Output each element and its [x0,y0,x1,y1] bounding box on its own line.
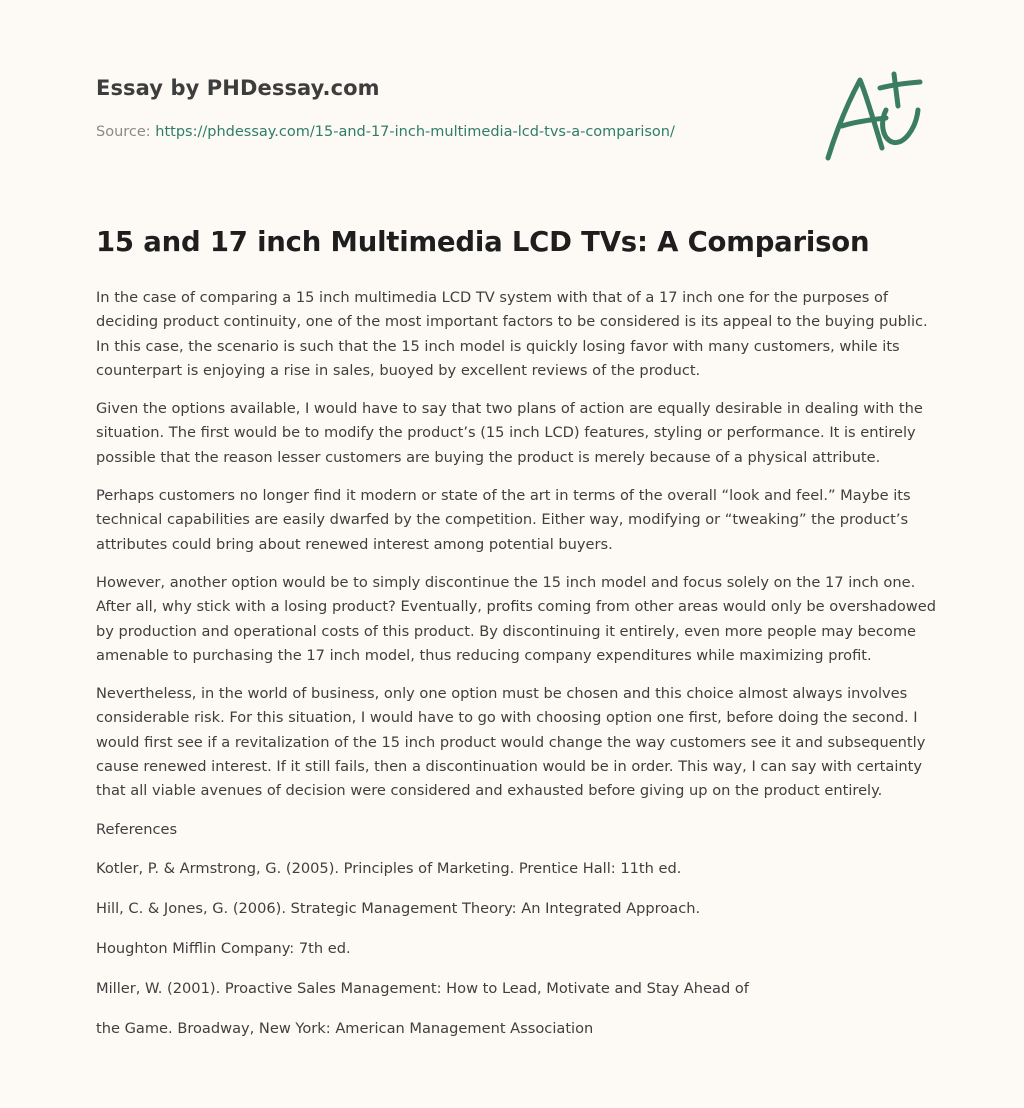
essay-body [96,286,936,1056]
essay-paragraph: Given the options available, I would have to say that two plans of action are equally desirable in dealing with the situation. The first would be to modify the product’s (15 inch LCD) features, styling or performance. It is entirely possible that the reason lesser customers are buying the product is merely because of a physical attribute. [96,400,923,466]
reference-item: Miller, W. (2001). Proactive Sales Management: How to Lead, Motivate and Stay Ahead of [96,979,749,997]
site-brand: Essay by PHDessay.com [96,76,380,100]
source-label: Source: [96,124,151,140]
essay-title: 15 and 17 inch Multimedia LCD TVs: A Comparison [96,226,870,258]
essay-paragraph: Nevertheless, in the world of business, only one option must be chosen and this choice almost always involves considerable risk. For this situation, I would have to go with choosing option one first, before doing the second. I would first see if a revitalization of the 15 inch product would change the way customers see it and subsequently cause renewed interest. If it still fails, then a discontinuation would be in order. This way, I can say with certainty that all viable avenues of decision were considered and exhausted before giving up on the product entirely. [96,685,926,800]
essay-paragraph: Perhaps customers no longer find it modern or state of the art in terms of the overall “look and feel.” Maybe its technical capabilities are easily dwarfed by the competition. Either way, modifying or “tweaking” the product’s attributes could bring about renewed interest among potential buyers. [96,487,911,553]
references-heading: References [96,820,178,838]
reference-item: Kotler, P. & Armstrong, G. (2005). Principles of Marketing. Prentice Hall: 11th ed. [96,860,682,878]
source-link[interactable]: https://phdessay.com/15-and-17-inch-multimedia-lcd-tvs-a-comparison/ [155,124,675,140]
essay-paragraph: In the case of comparing a 15 inch multimedia LCD TV system with that of a 17 inch one for the purposes of deciding product continuity, one of the most important factors to be considered is its appeal to the buying public. In this case, the scenario is such that the 15 inch model is quickly losing favor with many customers, while its counterpart is enjoying a rise in sales, buoyed by excellent reviews of the product. [96,289,928,379]
reference-item: Houghton Mifflin Company: 7th ed. [96,940,351,958]
reference-item: the Game. Broadway, New York: American Management Association [96,1019,594,1037]
reference-item: Hill, C. & Jones, G. (2006). Strategic Management Theory: An Integrated Approach. [96,900,701,918]
source-line [96,124,675,140]
essay-paragraph: However, another option would be to simply discontinue the 15 inch model and focus solely on the 17 inch one. After all, why stick with a losing product? Eventually, profits coming from other areas would only be overshadowed by production and operational costs of this product. By discontinuing it entirely, even more people may become amenable to purchasing the 17 inch model, thus reducing company expenditures while maximizing profit. [96,573,936,664]
a-plus-logo-icon [820,66,930,166]
